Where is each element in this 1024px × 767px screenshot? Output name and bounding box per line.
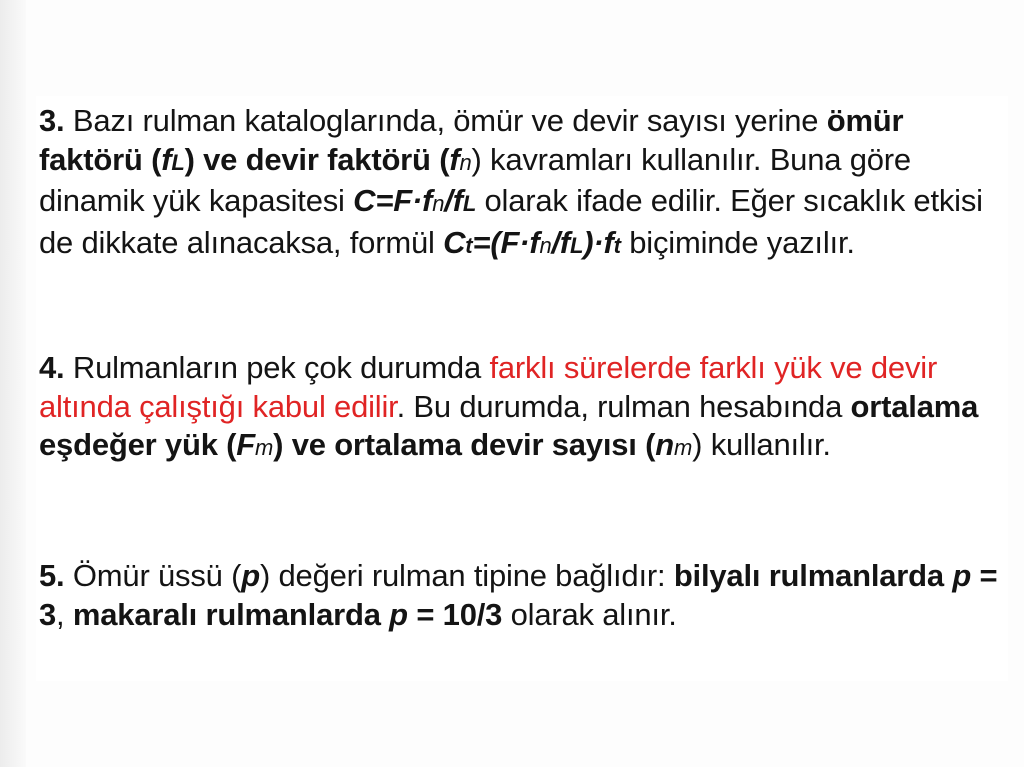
p3-formula-2-t2: t bbox=[613, 232, 621, 258]
p5-sym-p-3: p bbox=[389, 596, 408, 632]
p3-formula-2-n: n bbox=[539, 232, 552, 258]
p3-formula-1-slash: /f bbox=[444, 183, 463, 218]
p5-text-2: ) değeri rulman tipine bağlıdır: bbox=[259, 558, 674, 593]
p3-text-5: biçiminde yazılır. bbox=[620, 224, 855, 260]
p3-text-1: Bazı rulman kataloglarında, ömür ve devir sayısı yerine bbox=[64, 103, 827, 138]
p3-formula-2-C: C bbox=[443, 224, 466, 260]
p4-highlight-red: farklı sürelerde farklı yük ve devir altında çalıştığı kabul edilir bbox=[39, 350, 938, 424]
p3-formula-2-ft: )·f bbox=[583, 224, 614, 260]
p3-term-omur-faktoru: ömür faktörü ( bbox=[39, 103, 904, 177]
p3-formula-1-L: L bbox=[462, 191, 477, 216]
p5-text-1: Ömür üssü ( bbox=[64, 558, 242, 593]
p5-term-makarali: makaralı rulmanlarda bbox=[72, 596, 390, 632]
p5-value-10-3: = 10/3 bbox=[407, 596, 503, 632]
p3-formula-2-body: =(F·f bbox=[472, 224, 540, 260]
p4-sym-Fm-F: F bbox=[236, 427, 256, 462]
slide-edge-shadow bbox=[0, 0, 26, 767]
p3-formula-1: C=F·f bbox=[353, 183, 433, 218]
p5-term-bilyali: bilyalı rulmanlarda bbox=[673, 558, 953, 593]
item-number-4: 4. bbox=[39, 350, 65, 385]
paragraph-3 bbox=[39, 102, 1004, 265]
p5-sym-p-1: p bbox=[241, 558, 260, 593]
paragraph-4 bbox=[39, 349, 1004, 468]
p3-text-3: ) kavramları kullanılır. Buna göre dinamik yük kapasitesi bbox=[39, 141, 911, 218]
paragraph-5 bbox=[39, 557, 1004, 634]
p4-text-4: ) kullanılır. bbox=[692, 427, 831, 462]
p5-sym-p-2: p bbox=[952, 558, 972, 593]
p3-sym-fL-f: f bbox=[161, 141, 172, 177]
p5-text-4: olarak alınır. bbox=[502, 596, 677, 632]
p3-sym-fL-sub: L bbox=[171, 149, 185, 175]
p3-text-4: olarak ifade edilir. Eğer sıcaklık etkisi de dikkate alınacaksa, formül bbox=[39, 183, 983, 260]
p4-sym-Fm-sub: m bbox=[255, 435, 274, 460]
p4-sym-nm-n: n bbox=[655, 427, 675, 462]
p5-text-3: , bbox=[56, 596, 73, 632]
p3-sym-fn-sub: n bbox=[459, 149, 472, 175]
p4-text-2: . Bu durumda, rulman hesabında bbox=[396, 388, 851, 424]
p3-formula-2-slash: /f bbox=[551, 224, 571, 260]
slide-content bbox=[36, 96, 1008, 681]
p4-term-ortalama-devir: ortalama devir sayısı ( bbox=[334, 427, 656, 462]
item-number-3: 3. bbox=[39, 103, 65, 138]
p3-formula-2-t: t bbox=[465, 232, 473, 258]
p3-formula-2-L: L bbox=[570, 232, 584, 258]
p4-text-1: Rulmanların pek çok durumda bbox=[64, 350, 490, 385]
item-number-5: 5. bbox=[39, 558, 65, 593]
p3-sym-fn-f: f bbox=[449, 141, 460, 177]
p5-value-3: = 3 bbox=[39, 558, 998, 632]
p4-sym-nm-sub: m bbox=[674, 435, 693, 460]
p4-term-ortalama-yuk: ortalama eşdeğer yük ( bbox=[39, 388, 979, 462]
p3-close-1: ) ve bbox=[184, 141, 246, 177]
p3-term-devir-faktoru: devir faktörü ( bbox=[245, 141, 450, 177]
p3-formula-1-n: n bbox=[432, 191, 445, 216]
p4-close-1: ) ve bbox=[273, 427, 335, 462]
